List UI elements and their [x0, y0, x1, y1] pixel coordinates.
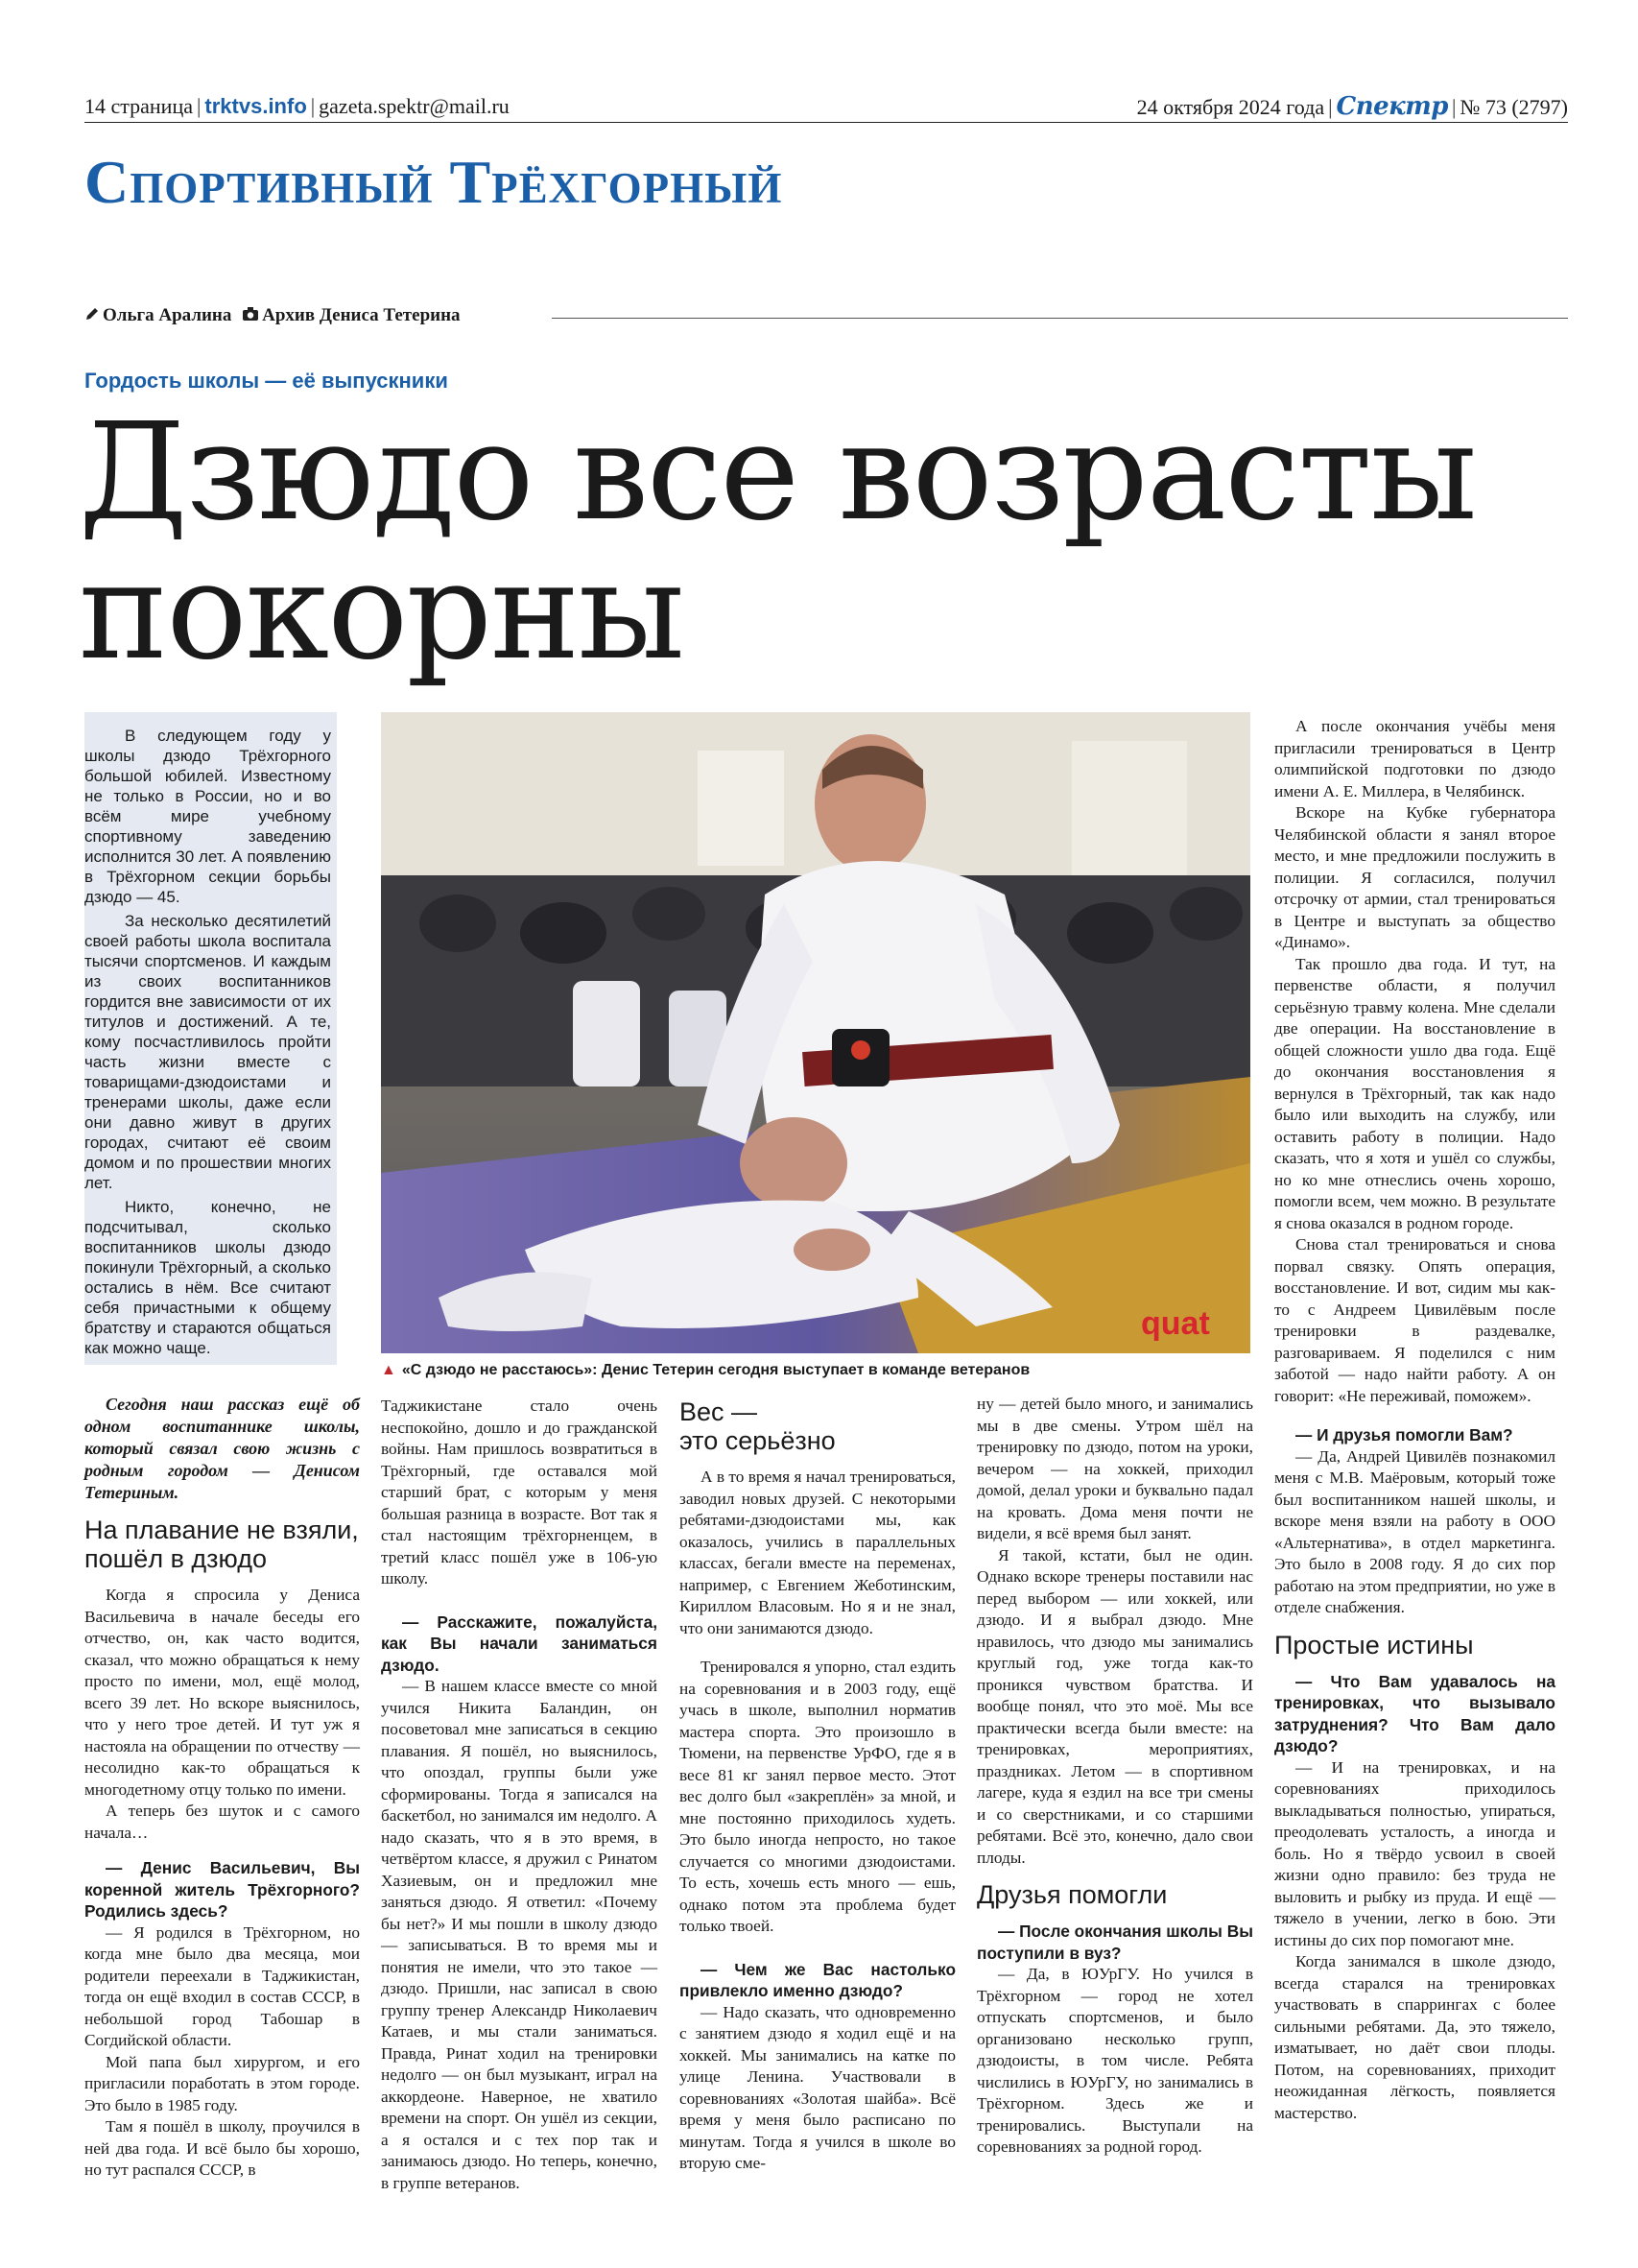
body-paragraph: Я такой, кстати, был не один. Однако вскоре тренеры поставили нас перед выбором — или хоккей, или дзюдо. И я выбрал дзюдо. Мне нравилось, что дзюдо мы занимались круглый год, уже тогда как-то проникся чувством братства. И вообще понял, что это моё. Мы все практически всегда были вместе: на тренировках, мероприятиях, праздниках. Летом — в спортивном лагере, куда я ездил на все три смены и со сверстниками, и со старшими ребятами. Всё это, конечно, дало свои плоды.	[977, 1545, 1253, 1867]
header-left: 14 страница | trktvs.info | gazeta.spektr@mail.ru	[84, 94, 510, 118]
sidebar-paragraph: Никто, конечно, не подсчитывал, сколько воспитанников школы дзюдо покинули Трёхгорный, а сколько остались в нём. Все считают себя причастными к общему братству и стараются общаться как можно чаще.	[84, 1198, 331, 1357]
body-paragraph: А после окончания учёбы меня пригласили тренироваться в Центр олимпийской подготовки по дзюдо имени А. Е. Миллера, в Челябинск.	[1274, 717, 1555, 800]
lead-paragraph: Сегодня наш рассказ ещё об одном воспитаннике школы, который связал свою жизнь с родным городом — Денисом Тетериным.	[84, 1395, 360, 1502]
newspaper-logo: Спектр	[1336, 92, 1448, 121]
body-paragraph: — В нашем классе вместе со мной учился Никита Баландин, он посоветовал мне записаться в секцию плавания. Я пошёл, но выяснилось, что опоздал, группы были уже сформированы. Тогда я записался на баскетбол, но занимался им недолго. А надо сказать, что я в это время, в четвёртом классе, я дружил с Ринатом Хазиевым, он и предложил мне заняться дзюдо. Я ответил: «Почему бы нет?» И мы пошли в школу дзюдо — записываться. В то время мы и понятия не имели, что это такое — дзюдо. Пришли, нас записал в свою группу тренер Александр Николаевич Катаев, и мы стали заниматься. Правда, Ринат ходил на тренировки недолго — он был музыкант, играл на аккордеоне. Наверное, не хватило времени на спорт. Он ушёл из секции, а я остался и с тех пор так и занимаюсь дзюдо. Но теперь, конечно, в группе ветеранов.	[381, 1677, 657, 2192]
body-paragraph: Там я пошёл в школу, проучился в ней два года. И всё было бы хорошо, но тут распался СССР, в	[84, 2117, 360, 2179]
page-header	[84, 92, 1568, 121]
sidebar-paragraph: В следующем году у школы дзюдо Трёхгорного большой юбилей. Известному не только в России, но и во всём мире учебному спортивному заведению исполнится 30 лет. А появлению в Трёхгорном секции борьбы дзюдо — 45.	[84, 727, 331, 906]
camera-icon	[242, 304, 259, 329]
rubric: Гордость школы — её выпускники	[84, 369, 448, 393]
judo-photo	[381, 712, 1250, 1353]
interview-question: — Чем же Вас настолько привлекло именно дзюдо?	[679, 1959, 956, 2000]
body-paragraph: А в то время я начал тренироваться, заводил новых друзей. С некоторыми ребятами-дзюдоистами мы, как оказалось, учились в параллельных классах, бегали вместе на переменах, например, с Евгением Жеботинским, Кириллом Власовым. Но я и не знал, что они занимаются дзюдо.	[679, 1468, 956, 1637]
column-2	[381, 1396, 657, 2194]
column-4	[977, 1394, 1253, 2159]
email-link[interactable]: gazeta.spektr@mail.ru	[319, 94, 510, 118]
interview-question: — Что Вам удавалось на тренировках, что вызывало затруднения? Что Вам дало дзюдо?	[1274, 1671, 1555, 1755]
body-paragraph: Снова стал тренироваться и снова порвал связку. Опять операция, восстановление. И вот, сидим мы как-то с Андреем Цивилёвым после тренировки в раздевалке, разговариваем. Я поделился с ним заботой — надо найти работу. А он говорит: «Не переживай, поможем».	[1274, 1235, 1555, 1405]
subheading-swimming: На плавание не взяли, пошёл в дзюдо	[84, 1516, 359, 1573]
photo-credit: Архив Дениса Тетерина	[262, 305, 461, 325]
interview-question: — И друзья помогли Вам?	[1295, 1425, 1513, 1444]
subheading-friends: Друзья помогли	[977, 1880, 1168, 1909]
subheading-weight-line2: это серьёзно	[679, 1426, 836, 1455]
credits	[84, 303, 461, 329]
column-3	[679, 1397, 956, 2175]
page-number: 14 страница	[84, 94, 193, 118]
body-paragraph: Когда я спросила у Дениса Васильевича в начале беседы его отчество, он, как часто водится, сказал, что можно обращаться к нему просто по имени, мол, ещё молод, всего 39 лет. Но вскоре выяснилось, что у него трое детей. И тут уж я настояла на обращении по отчеству — несолидно как-то обращаться к многодетному отцу только по имени.	[84, 1586, 360, 1799]
body-paragraph: ну — детей было много, и занимались мы в две смены. Утром шёл на тренировку по дзюдо, потом на уроки, вечером — на хоккей, приходил домой, делал уроки и буквально падал на кровать. Дома меня почти не видели, я всё время был занят.	[977, 1395, 1253, 1542]
credit-rule	[552, 318, 1568, 319]
body-paragraph: Когда занимался в школе дзюдо, всегда старался на тренировках участвовать в спаррингах с более сильными ребятами. Да, это тяжело, изматывает, но даёт свои плоды. Потом, на соревнованиях, приходит неожиданная лёгкость, появляется мастерство.	[1274, 1952, 1555, 2122]
body-paragraph: Так прошло два года. И тут, на первенстве области, я получил серьёзную травму колена. Мне сделали две операции. На восстановление в общей сложности ушло два года. Ещё до окончания восстановления я вернулся в Трёхгорный, так как надо было или выходить на службу, или оставить работу в полиции. Надо сказать, что я хотя и ушёл со службы, но ко мне отнеслись очень хорошо, помогли всем, чем можно. В результате я снова оказался в родном городе.	[1274, 954, 1555, 1232]
issue-date: 24 октября 2024 года	[1136, 95, 1325, 119]
header-right: 24 октября 2024 года | Спектр | № 73 (2797)	[1136, 92, 1568, 121]
interview-question: — После окончания школы Вы поступили в вуз?	[977, 1922, 1253, 1963]
site-link[interactable]: trktvs.info	[204, 94, 307, 118]
body-paragraph: Тренировался я упорно, стал ездить на соревнования и в 2003 году, ещё учась в школе, выполнил норматив мастера спорта. Это произошло в Тюмени, на первенстве УрФО, где я в весе 81 кг занял первое место. Этот вес долго был «закреплён» за мной, и мне постоянно приходилось худеть. Это было иногда непросто, но такое случается со многими дзюдоистами. То есть, хочешь есть много — ешь, однако потом эта проблема будет только твоей.	[679, 1658, 956, 1935]
body-paragraph: Таджикистане стало очень неспокойно, дошло и до гражданской войны. Нам пришлось возвратиться в Трёхгорный, где оставался мой старший брат, с которым у меня большая разница в возрасте. Вот так я стал настоящим трёхгорненцем, в третий класс пошёл уже в 106-ую школу.	[381, 1397, 657, 1588]
caption-triangle-icon: ▲	[381, 1362, 396, 1378]
intro-sidebar	[84, 712, 337, 1365]
body-paragraph: — Да, в ЮУрГУ. Но учился в Трёхгорном — город не хотел отпускать спортсменов, и было организовано несколько групп, дзюдоисты, в том числе. Ребята числились в ЮУрГУ, но занимались в Трёхгорном. Здесь же и тренировались. Выступали на соревнованиях за родной город.	[977, 1965, 1253, 2156]
mat-logo-text: quat	[1141, 1305, 1210, 1342]
pencil-icon	[84, 304, 100, 329]
column-1	[84, 1394, 360, 2182]
body-paragraph: Вскоре на Кубке губернатора Челябинской области я занял второе место, и мне предложили послужить в полиции. Я согласился, получил отсрочку от армии, стал тренироваться в Центре и выступать за общество «Динамо».	[1274, 803, 1555, 951]
header-rule	[84, 122, 1568, 123]
body-paragraph: — И на тренировках, и на соревнованиях приходилось выкладываться полностью, упираться, преодолевать усталость, а иногда и боль. Но я твёрдо усвоил в своей жизни одно правило: без труда не выловить и рыбку из пруда. И ещё — тяжело в учении, легко в бою. Эти истины до сих пор помогают мне.	[1274, 1757, 1555, 1949]
author-name: Ольга Аралина	[103, 305, 232, 325]
subheading-truths: Простые истины	[1274, 1630, 1474, 1659]
body-paragraph: А теперь без шуток и с самого начала…	[84, 1802, 360, 1842]
headline: Дзюдо все возрасты покорны	[79, 394, 1476, 690]
body-paragraph: — Да, Андрей Цивилёв познакомил меня с М.В. Маёровым, который тоже был воспитанником нашей школы, и вскоре меня взяли на работу в ООО «Альтернатива», в отдел маркетинга. Это было в 2008 году. Я до сих пор работаю на этом предприятии, но уже в отделе снабжения.	[1274, 1446, 1555, 1616]
body-paragraph: — Я родился в Трёхгорном, но когда мне было два месяца, мои родители переехали в Таджикистан, тогда он ещё входил в состав СССР, в небольшой город Табошар в Согдийской области.	[84, 1922, 360, 2049]
interview-question: — Расскажите, пожалуйста, как Вы начали заниматься дзюдо.	[381, 1611, 657, 1675]
issue-number: № 73 (2797)	[1460, 95, 1568, 119]
interview-question: — Денис Васильевич, Вы коренной житель Трёхгорного? Родились здесь?	[84, 1858, 360, 1921]
photo-caption	[381, 1361, 1250, 1380]
sidebar-paragraph: За несколько десятилетий своей работы школа воспитала тысячи спортсменов. И каждым из своих воспитанников гордится вне зависимости от их титулов и достижений. А те, кому посчастливилось пройти часть жизни вместе с товарищами-дзюдоистами и тренерами школы, даже если они давно живут в других городах, считают её своим домом и по прошествии многих лет.	[84, 912, 331, 1192]
body-paragraph: Мой папа был хирургом, и его пригласили поработать в этом городе. Это было в 1985 году.	[84, 2052, 360, 2114]
column-5	[1274, 716, 1555, 2124]
subheading-weight-line1: Вес —	[679, 1397, 758, 1426]
section-title: Спортивный Трёхгорный	[84, 148, 783, 216]
caption-text: «С дзюдо не расстаюсь»: Денис Тетерин сегодня выступает в команде ветеранов	[401, 1362, 1031, 1378]
body-paragraph: — Надо сказать, что одновременно с занятием дзюдо я ходил ещё и на хоккей. Мы занимались на катке по улице Ленина. Участвовали в соревнованиях «Золотая шайба». Всё время у меня было расписано по минутам. Тогда я учился в школе во вторую сме-	[679, 2002, 956, 2172]
